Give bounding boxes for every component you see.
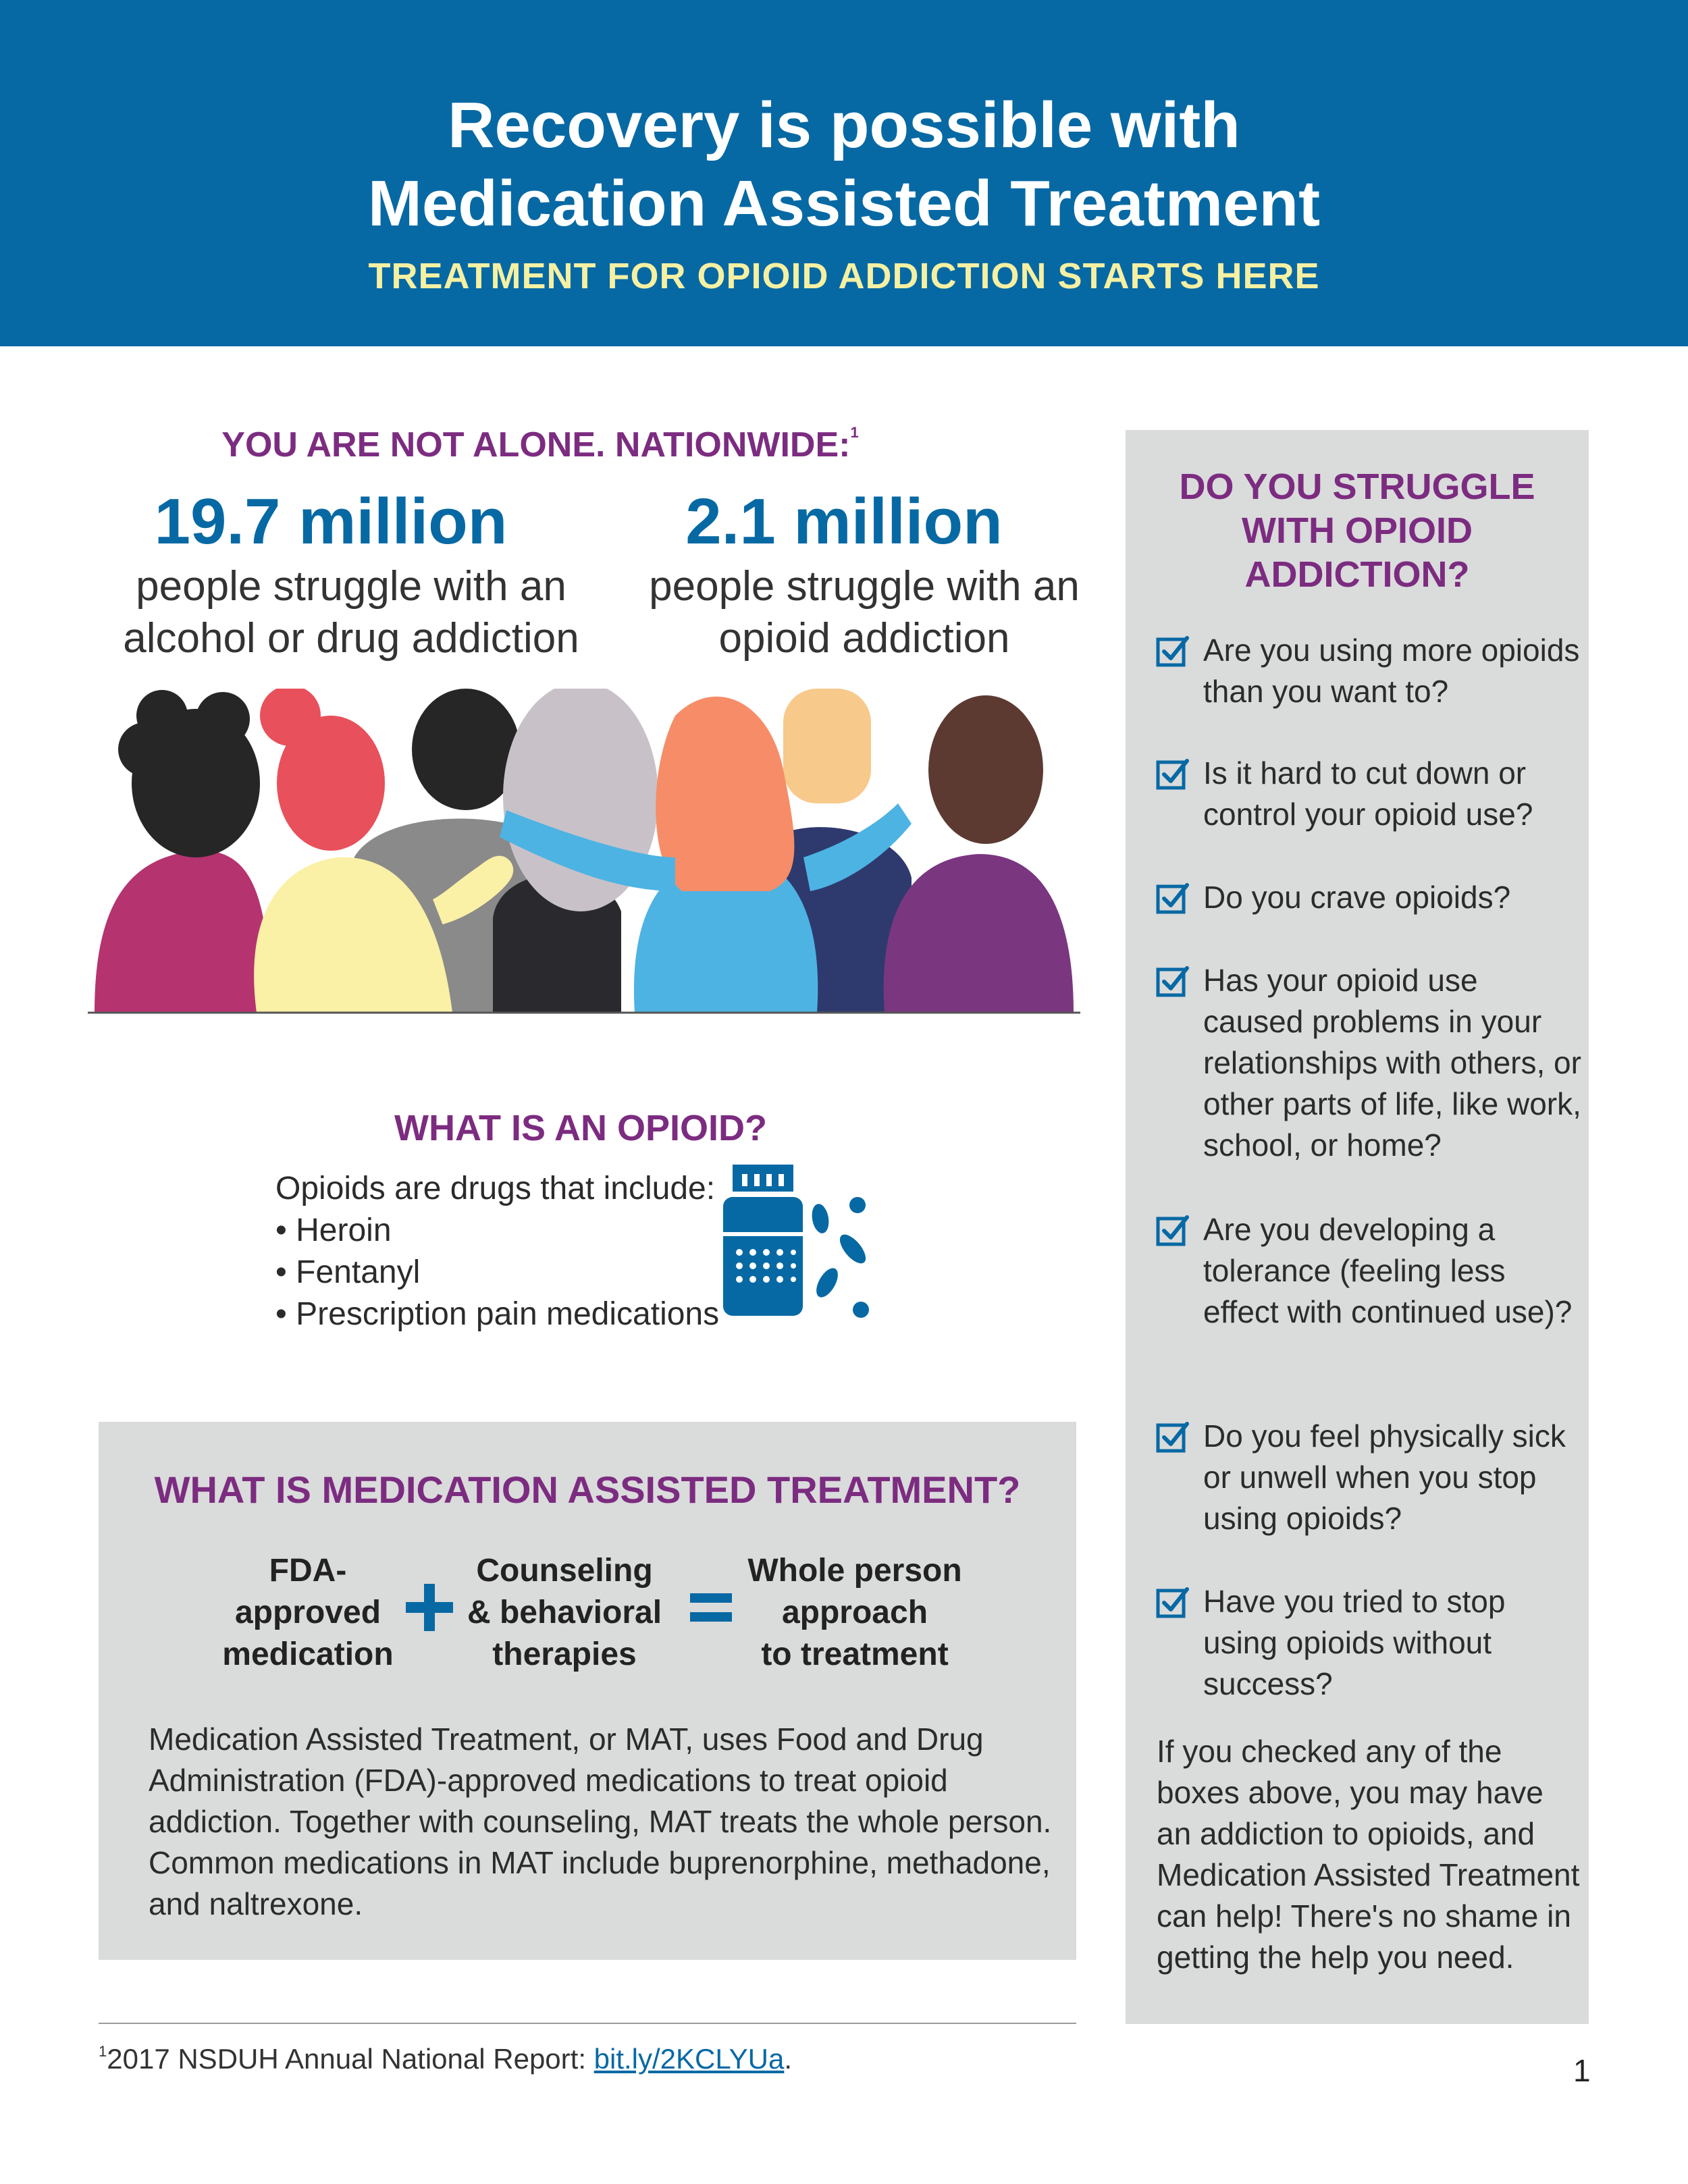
checklist-question: Do you feel physically sick or unwell when you stop using opioids?	[1203, 1418, 1566, 1536]
page-title-line1: Recovery is possible with	[448, 89, 1240, 161]
checklist-question: Has your opioid use caused problems in your relationships with others, or other parts of life, like work, school, or home?	[1203, 963, 1581, 1163]
stat-desc-line: alcohol or drug addiction	[123, 615, 579, 662]
stat-desc-opioid	[608, 560, 1121, 664]
checklist-question: Is it hard to cut down or control your opioid use?	[1203, 755, 1533, 832]
footnote-period: .	[784, 2043, 793, 2075]
checklist-question: Are you developing a tolerance (feeling less effect with continued use)?	[1203, 1212, 1573, 1329]
list-item: • Fentanyl	[275, 1254, 421, 1290]
footnote	[99, 2043, 792, 2075]
equation-medication	[213, 1550, 402, 1676]
stat-desc-line: people struggle with an	[649, 563, 1080, 610]
footnote-divider	[99, 2023, 1076, 2024]
equation-line: Counseling	[476, 1553, 653, 1589]
stat-desc-total	[95, 560, 608, 664]
stat-desc-line: people struggle with an	[136, 563, 566, 610]
list-item: • Prescription pain medications	[275, 1296, 720, 1332]
checkbox-checked-icon	[1156, 634, 1190, 668]
header-banner	[0, 0, 1688, 346]
checkbox-checked-icon	[1156, 757, 1190, 791]
sidebar-closing-text: If you checked any of the boxes above, you may have an addiction to opioids, and Medication Assisted Treatment can help! There's no shame in getting the help you need.	[1157, 1734, 1580, 1975]
opioid-intro: Opioids are drugs that include:	[275, 1171, 716, 1206]
equation-line: Whole person	[747, 1553, 962, 1589]
checkbox-checked-icon	[1156, 964, 1190, 998]
equals-icon	[690, 1591, 732, 1624]
opioid-list	[275, 1168, 748, 1335]
list-item: • Heroin	[275, 1213, 392, 1248]
stat-number-total: 19.7 million	[154, 485, 508, 558]
page-number: 1	[1573, 2053, 1591, 2088]
equation-line: FDA-	[269, 1553, 347, 1589]
footnote-number: 1	[99, 2043, 107, 2060]
equation-line: therapies	[492, 1636, 637, 1672]
equation-line: & behavioral	[467, 1595, 662, 1630]
sidebar-heading	[1126, 465, 1589, 597]
checklist-question: Do you crave opioids?	[1203, 880, 1511, 915]
page-subtitle: TREATMENT FOR OPIOID ADDICTION STARTS HERE	[368, 256, 1320, 296]
checkbox-checked-icon	[1156, 881, 1190, 915]
equation-result	[727, 1550, 983, 1676]
sidebar-heading-line: DO YOU STRUGGLE	[1179, 467, 1535, 507]
checklist-question: Are you using more opioids than you want to?	[1203, 633, 1580, 709]
pill-bottle-icon	[719, 1165, 881, 1327]
opioid-heading: WHAT IS AN OPIOID?	[394, 1108, 767, 1148]
page-title-line2: Medication Assisted Treatment	[367, 167, 1321, 240]
sidebar-heading-line: WITH OPIOID	[1242, 510, 1473, 551]
checklist-question: Have you tried to stop using opioids without success?	[1203, 1584, 1506, 1701]
stats-heading-text: YOU ARE NOT ALONE. NATIONWIDE:	[221, 425, 851, 464]
people-group-illustration	[88, 689, 1080, 1026]
stats-heading	[68, 424, 1013, 465]
equation-line: approach	[781, 1595, 928, 1630]
equation-therapies	[463, 1550, 666, 1676]
checkbox-checked-icon	[1156, 1213, 1190, 1247]
footnote-link[interactable]: bit.ly/2KCLYUa	[594, 2043, 785, 2075]
mat-panel	[99, 1422, 1076, 1960]
mat-heading: WHAT IS MEDICATION ASSISTED TREATMENT?	[154, 1468, 1021, 1511]
checklist-sidebar	[1126, 430, 1589, 2024]
equation-line: approved	[234, 1595, 381, 1630]
equation-line: medication	[222, 1636, 394, 1672]
checkbox-checked-icon	[1156, 1585, 1190, 1619]
checkbox-checked-icon	[1156, 1420, 1190, 1454]
footnote-marker: 1	[850, 424, 859, 441]
mat-description: Medication Assisted Treatment, or MAT, uses Food and Drug Administration (FDA)-approved medications to treat opioid addiction. Together with counseling, MAT treats the whole person. Common medications in MAT include buprenorphine, methadone, and naltrexone.	[149, 1722, 1052, 1921]
equation-line: to treatment	[761, 1636, 949, 1672]
plus-icon	[406, 1584, 453, 1631]
footnote-source: 2017 NSDUH Annual National Report:	[107, 2043, 594, 2075]
stat-number-opioid: 2.1 million	[685, 485, 1003, 558]
sidebar-heading-line: ADDICTION?	[1244, 554, 1470, 595]
stat-desc-line: opioid addiction	[718, 615, 1010, 662]
